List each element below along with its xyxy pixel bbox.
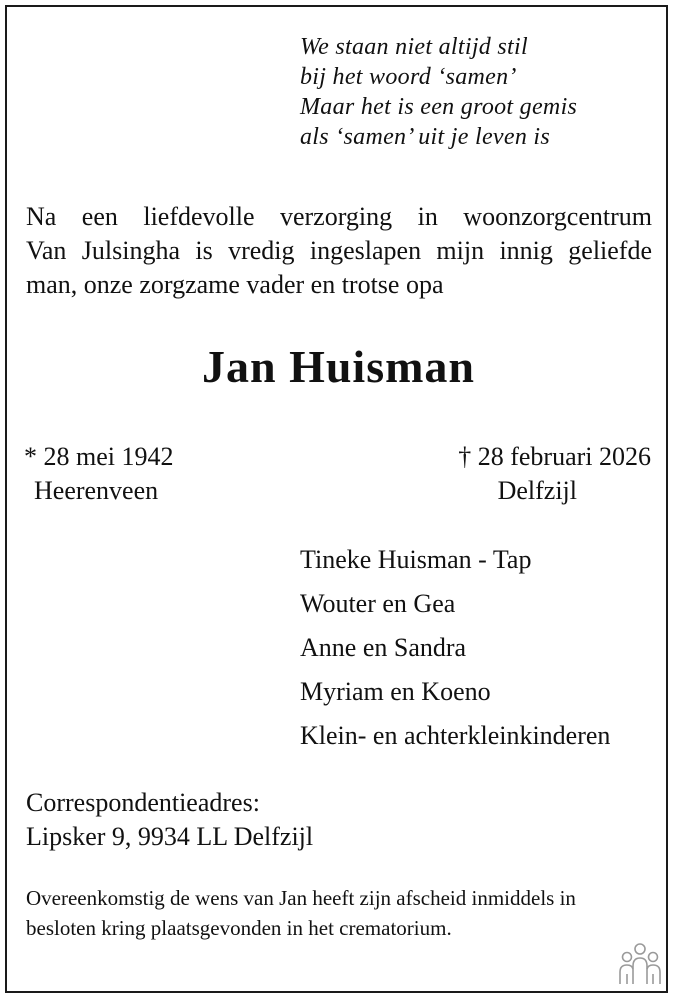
deceased-name: Jan Huisman (201, 341, 476, 392)
poem-line: als ‘samen’ uit je leven is (300, 124, 551, 150)
poem-line: We staan niet altijd stil (300, 34, 528, 60)
death-place: Delfzijl (497, 476, 577, 505)
intro-line: man, onze zorgzame vader en trotse opa (26, 270, 444, 299)
intro-line: Van Julsingha is vredig ingeslapen mijn innig geliefde (26, 236, 652, 265)
death-date: † 28 februari 2026 (458, 442, 651, 471)
family-list (300, 538, 610, 758)
intro-line: Na een liefdevolle verzorging in woonzorgcentrum (26, 202, 652, 231)
birth-date: * 28 mei 1942 (24, 442, 174, 471)
family-member: Wouter en Gea (300, 589, 456, 618)
poem-line: bij het woord ‘samen’ (300, 64, 517, 90)
intro-text (26, 200, 652, 302)
birth-place: Heerenveen (34, 476, 159, 505)
correspondence (26, 786, 313, 854)
family-member: Tineke Huisman - Tap (300, 545, 532, 574)
people-group-icon (615, 940, 665, 986)
death-info (458, 440, 651, 508)
correspondence-label: Correspondentieadres: (26, 788, 260, 817)
family-member: Myriam en Koeno (300, 677, 491, 706)
poem-line: Maar het is een groot gemis (300, 94, 578, 120)
birth-info (24, 440, 174, 508)
closing-note: Overeenkomstig de wens van Jan heeft zijn afscheid inmiddels in besloten kring plaatsgevonden in het crematorium. (26, 886, 576, 940)
poem (300, 32, 577, 152)
family-member: Klein- en achterkleinkinderen (300, 721, 611, 750)
family-member: Anne en Sandra (300, 633, 467, 662)
correspondence-address: Lipsker 9, 9934 LL Delfzijl (26, 822, 314, 851)
